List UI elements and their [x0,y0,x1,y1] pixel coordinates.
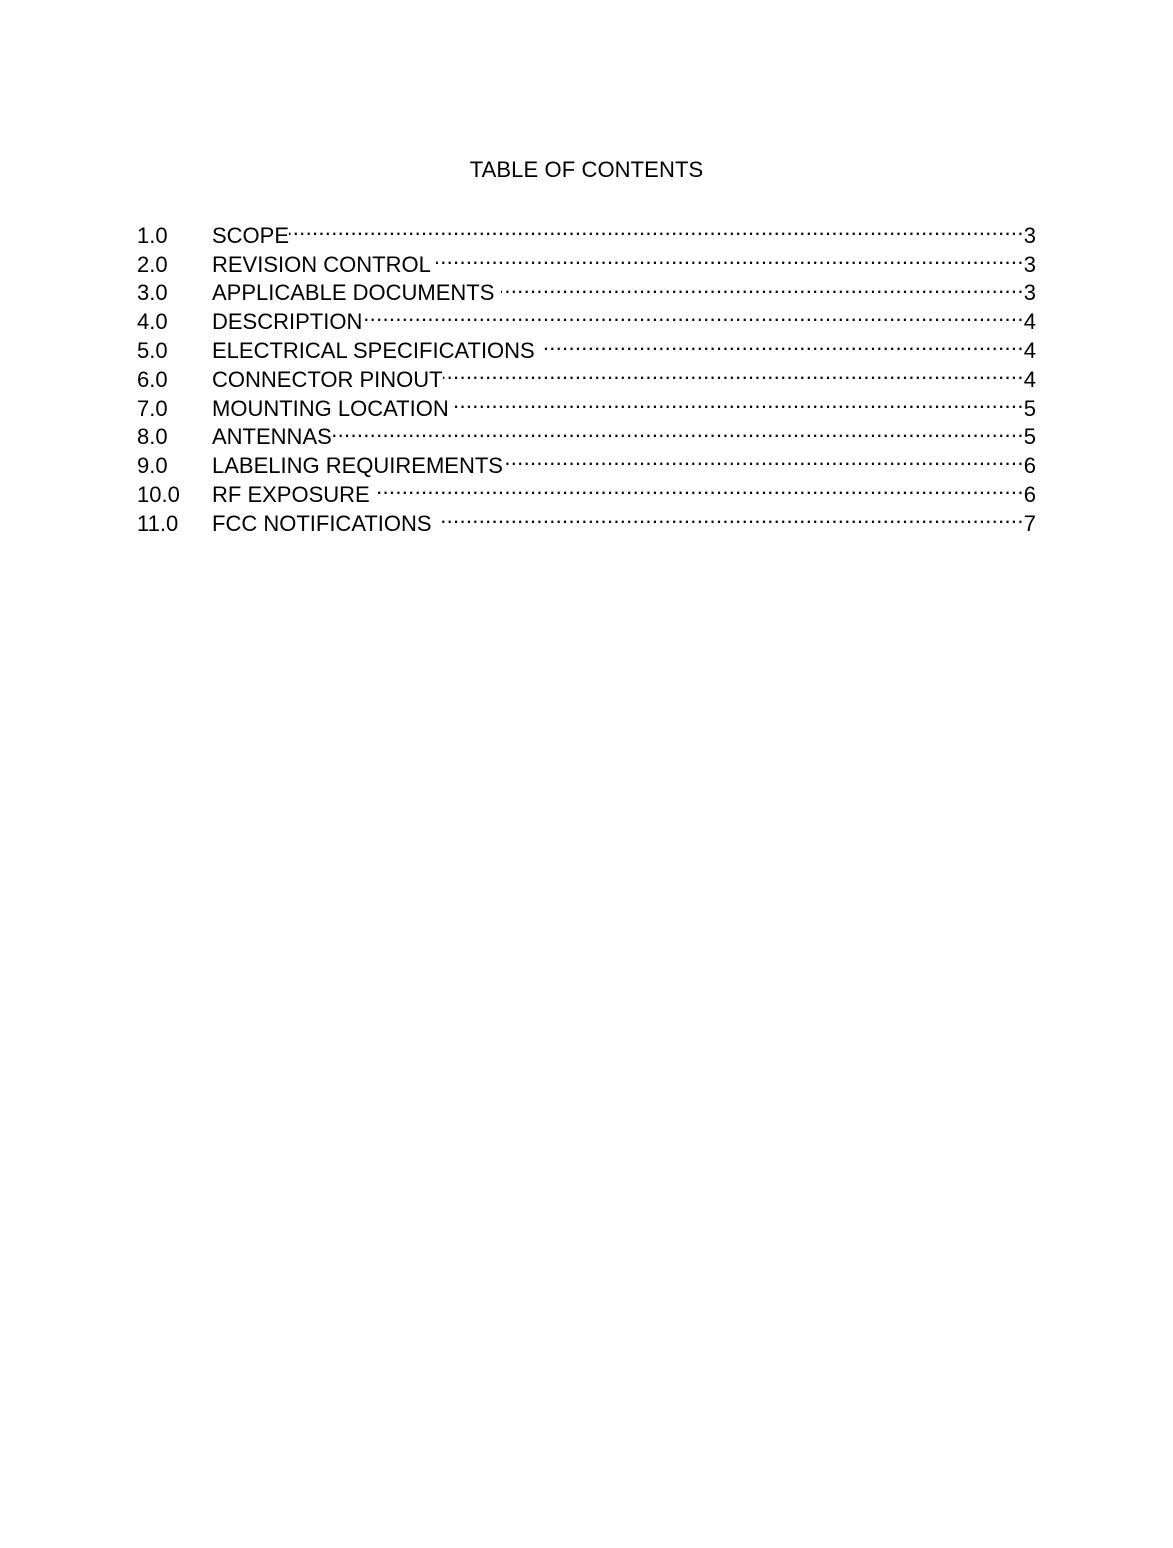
toc-entry-number: 6.0 [137,366,168,392]
toc-entry-page: 4 [1023,309,1036,335]
toc-entry-title: DESCRIPTION [212,309,363,335]
toc-list [137,214,1036,536]
dot-leader [436,243,1024,272]
dot-leader [332,416,1024,445]
toc-entry-page: 7 [1023,510,1036,536]
toc-entry-number: 2.0 [137,251,168,277]
dot-leader [503,444,1024,473]
toc-entry-title: APPLICABLE DOCUMENTS [212,280,501,306]
toc-entry-scope[interactable] [137,214,1036,248]
dot-leader [455,387,1024,416]
dot-leader [501,272,1024,301]
dot-leader [289,214,1024,243]
toc-entry-page: 4 [1023,366,1036,392]
toc-entry-title: MOUNTING LOCATION [212,395,455,421]
toc-entry-title: SCOPE [212,222,290,248]
toc-entry-title: CONNECTOR PINOUT [212,366,443,392]
toc-entry-title: LABELING REQUIREMENTS [212,453,503,479]
dot-leader [376,473,1024,502]
toc-entry-title: REVISION CONTROL [212,251,437,277]
toc-entry-page: 5 [1023,424,1036,450]
toc-entry-page: 3 [1023,251,1036,277]
toc-entry-page: 3 [1023,222,1036,248]
dot-leader [438,502,1024,531]
toc-entry-page: 6 [1023,481,1036,507]
toc-entry-title: ANTENNAS [212,424,332,450]
toc-entry-number: 5.0 [137,337,168,363]
toc-entry-page: 3 [1023,280,1036,306]
dot-leader [443,358,1024,387]
toc-entry-title: RF EXPOSURE [212,481,376,507]
toc-entry-number: 11.0 [137,510,179,536]
toc-entry-number: 10.0 [137,481,180,507]
toc-entry-number: 1.0 [137,222,168,248]
toc-entry-page: 6 [1023,453,1036,479]
dot-leader [362,300,1023,329]
dot-leader [541,329,1024,358]
toc-entry-number: 9.0 [137,453,168,479]
toc-entry-number: 4.0 [137,309,168,335]
toc-heading: TABLE OF CONTENTS [469,157,704,182]
toc-entry-number: 8.0 [137,424,168,450]
toc-entry-page: 4 [1023,337,1036,363]
toc-entry-title: FCC NOTIFICATIONS [212,510,438,536]
toc-entry-page: 5 [1023,395,1036,421]
toc-entry-title: ELECTRICAL SPECIFICATIONS [212,337,541,363]
toc-entry-number: 3.0 [137,280,168,306]
toc-entry-number: 7.0 [137,395,168,421]
